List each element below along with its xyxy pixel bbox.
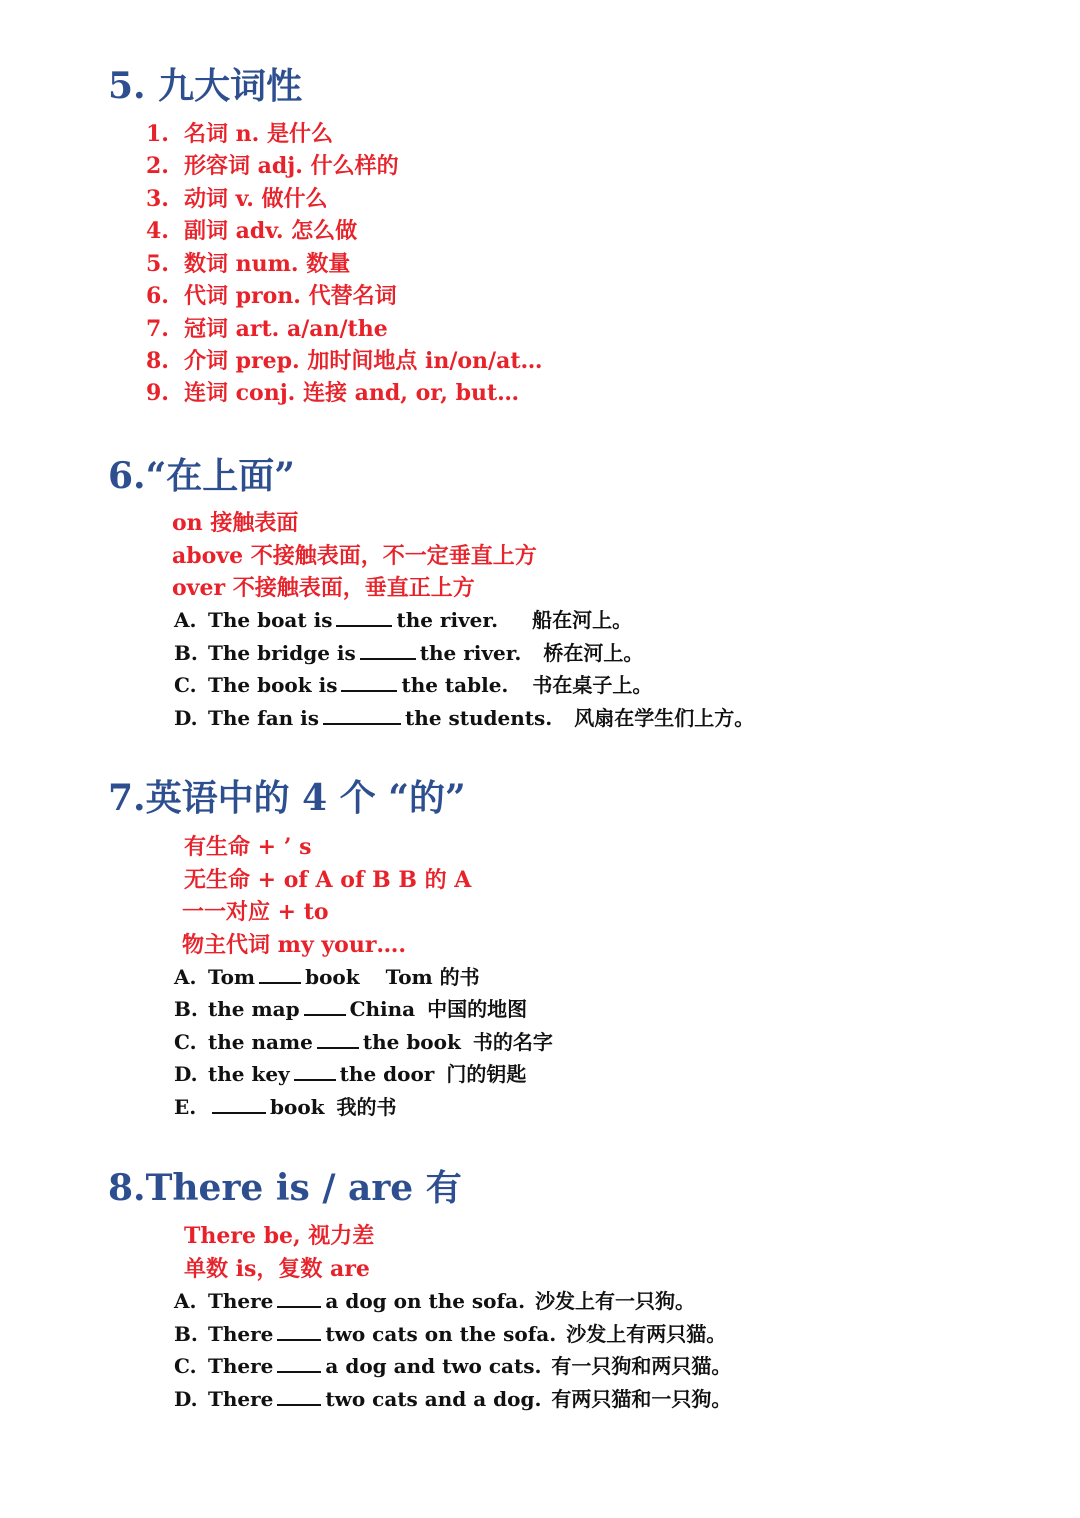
exercise-line [174, 962, 480, 992]
exercise-text-after: a dog and two cats. [325, 1354, 542, 1378]
exercise-text-before: The book is [208, 673, 338, 697]
section-6-title: 6.“在上面” [108, 455, 295, 497]
exercise-text-before: the key [208, 1062, 290, 1086]
exercise-line [174, 1059, 526, 1089]
pos-item-text: 冠词 art. a/an/the [184, 316, 388, 342]
pos-item-3 [146, 184, 328, 214]
pos-item-number: 8. [146, 348, 169, 374]
exercise-letter: E. [174, 1095, 197, 1119]
pos-item-7 [146, 314, 388, 344]
pos-item-5 [146, 249, 350, 279]
pos-item-1 [146, 119, 333, 149]
exercise-letter: D. [174, 1387, 198, 1411]
rule-inanimate: 无生命 + of A of B B 的 A [184, 867, 472, 893]
exercise-translation: 沙发上有两只猫。 [566, 1322, 727, 1346]
exercise-letter: C. [174, 1030, 197, 1054]
exercise-text-after: the river. [419, 641, 522, 665]
exercise-line [174, 1319, 726, 1349]
pos-item-text: 数词 num. 数量 [184, 251, 351, 277]
exercise-translation: 风扇在学生们上方。 [574, 706, 755, 730]
pos-item-number: 2. [146, 153, 169, 179]
exercise-text-after: two cats on the sofa. [325, 1322, 557, 1346]
rule-animate: 有生命 + ’ s [184, 834, 312, 860]
exercise-text-before: There [208, 1289, 274, 1313]
answer-blank[interactable] [212, 1094, 266, 1114]
exercise-translation: 沙发上有一只狗。 [535, 1289, 696, 1313]
pos-item-4 [146, 216, 357, 246]
answer-blank[interactable] [336, 607, 392, 627]
pos-item-number: 1. [146, 121, 169, 147]
answer-blank[interactable] [323, 705, 401, 725]
pos-item-text: 连词 conj. 连接 and, or, but… [184, 380, 520, 406]
answer-blank[interactable] [277, 1288, 321, 1308]
exercise-translation: Tom 的书 [385, 965, 480, 989]
exercise-translation: 书在桌子上。 [532, 673, 653, 697]
pos-item-number: 7. [146, 316, 169, 342]
rule-possessive: 物主代词 my your…. [182, 932, 407, 958]
exercise-text-before: There [208, 1354, 274, 1378]
exercise-text-before: The fan is [208, 706, 320, 730]
pos-item-text: 动词 v. 做什么 [184, 186, 328, 212]
exercise-text-before: There [208, 1387, 274, 1411]
exercise-letter: D. [174, 1062, 198, 1086]
exercise-text-after: the river. [396, 608, 499, 632]
exercise-text-before: Tom [208, 965, 256, 989]
exercise-text-before: the name [208, 1030, 313, 1054]
pos-item-text: 介词 prep. 加时间地点 in/on/at… [184, 348, 543, 374]
exercise-line [174, 1092, 397, 1122]
pos-item-text: 副词 adv. 怎么做 [184, 218, 358, 244]
answer-blank[interactable] [294, 1061, 336, 1081]
exercise-text-after: the book [362, 1030, 461, 1054]
exercise-line [174, 670, 652, 700]
answer-blank[interactable] [341, 672, 397, 692]
exercise-line [174, 994, 527, 1024]
exercise-text-before: The bridge is [208, 641, 356, 665]
rule-over: over 不接触表面，垂直正上方 [172, 575, 475, 601]
pos-item-8 [146, 346, 543, 376]
exercise-text-before: There [208, 1322, 274, 1346]
exercise-line [174, 638, 643, 668]
exercise-translation: 门的钥匙 [446, 1062, 527, 1086]
pos-item-2 [146, 151, 399, 181]
rule-one-to-one: 一一对应 + to [182, 899, 329, 925]
exercise-text-after: the table. [401, 673, 509, 697]
exercise-line [174, 703, 754, 733]
exercise-text-after: the door [339, 1062, 435, 1086]
rule-on: on 接触表面 [172, 510, 299, 536]
rule-there-be: There be, 视力差 [184, 1223, 375, 1249]
answer-blank[interactable] [259, 964, 301, 984]
exercise-letter: C. [174, 1354, 197, 1378]
exercise-text-after: book [270, 1095, 325, 1119]
exercise-text-after: two cats and a dog. [325, 1387, 542, 1411]
exercise-line [174, 1351, 731, 1381]
exercise-letter: C. [174, 673, 197, 697]
exercise-translation: 我的书 [336, 1095, 397, 1119]
pos-item-number: 9. [146, 380, 169, 406]
exercise-text-before: the map [208, 997, 300, 1021]
exercise-letter: B. [174, 1322, 198, 1346]
exercise-letter: B. [174, 997, 198, 1021]
answer-blank[interactable] [277, 1321, 321, 1341]
rule-singular-plural: 单数 is，复数 are [184, 1256, 370, 1282]
answer-blank[interactable] [304, 996, 346, 1016]
pos-item-number: 6. [146, 283, 169, 309]
exercise-line [174, 605, 632, 635]
exercise-text-after: book [305, 965, 360, 989]
pos-item-text: 名词 n. 是什么 [184, 121, 333, 147]
pos-item-text: 代词 pron. 代替名词 [184, 283, 397, 309]
exercise-translation: 有一只狗和两只猫。 [551, 1354, 732, 1378]
answer-blank[interactable] [277, 1386, 321, 1406]
exercise-line [174, 1384, 731, 1414]
exercise-letter: A. [174, 608, 197, 632]
exercise-letter: B. [174, 641, 198, 665]
section-7-title: 7.英语中的 4 个 “的” [108, 777, 466, 819]
answer-blank[interactable] [317, 1029, 359, 1049]
answer-blank[interactable] [277, 1353, 321, 1373]
exercise-translation: 桥在河上。 [543, 641, 644, 665]
exercise-letter: D. [174, 706, 198, 730]
pos-item-number: 3. [146, 186, 169, 212]
exercise-translation: 中国的地图 [427, 997, 528, 1021]
exercise-translation: 船在河上。 [532, 608, 633, 632]
section-8-title: 8.There is / are 有 [108, 1167, 462, 1209]
pos-item-6 [146, 281, 397, 311]
exercise-translation: 书的名字 [472, 1030, 553, 1054]
exercise-text-after: a dog on the sofa. [325, 1289, 526, 1313]
pos-item-number: 5. [146, 251, 169, 277]
exercise-text-before: The boat is [208, 608, 333, 632]
answer-blank[interactable] [360, 640, 416, 660]
exercise-translation: 有两只猫和一只狗。 [551, 1387, 732, 1411]
exercise-text-after: the students. [405, 706, 553, 730]
section-5-title: 5. 九大词性 [108, 65, 303, 107]
exercise-line [174, 1286, 695, 1316]
exercise-letter: A. [174, 965, 197, 989]
exercise-letter: A. [174, 1289, 197, 1313]
rule-above: above 不接触表面，不一定垂直上方 [172, 543, 537, 569]
pos-item-number: 4. [146, 218, 169, 244]
pos-item-9 [146, 378, 519, 408]
exercise-line [174, 1027, 553, 1057]
pos-item-text: 形容词 adj. 什么样的 [184, 153, 399, 179]
exercise-text-after: China [349, 997, 416, 1021]
